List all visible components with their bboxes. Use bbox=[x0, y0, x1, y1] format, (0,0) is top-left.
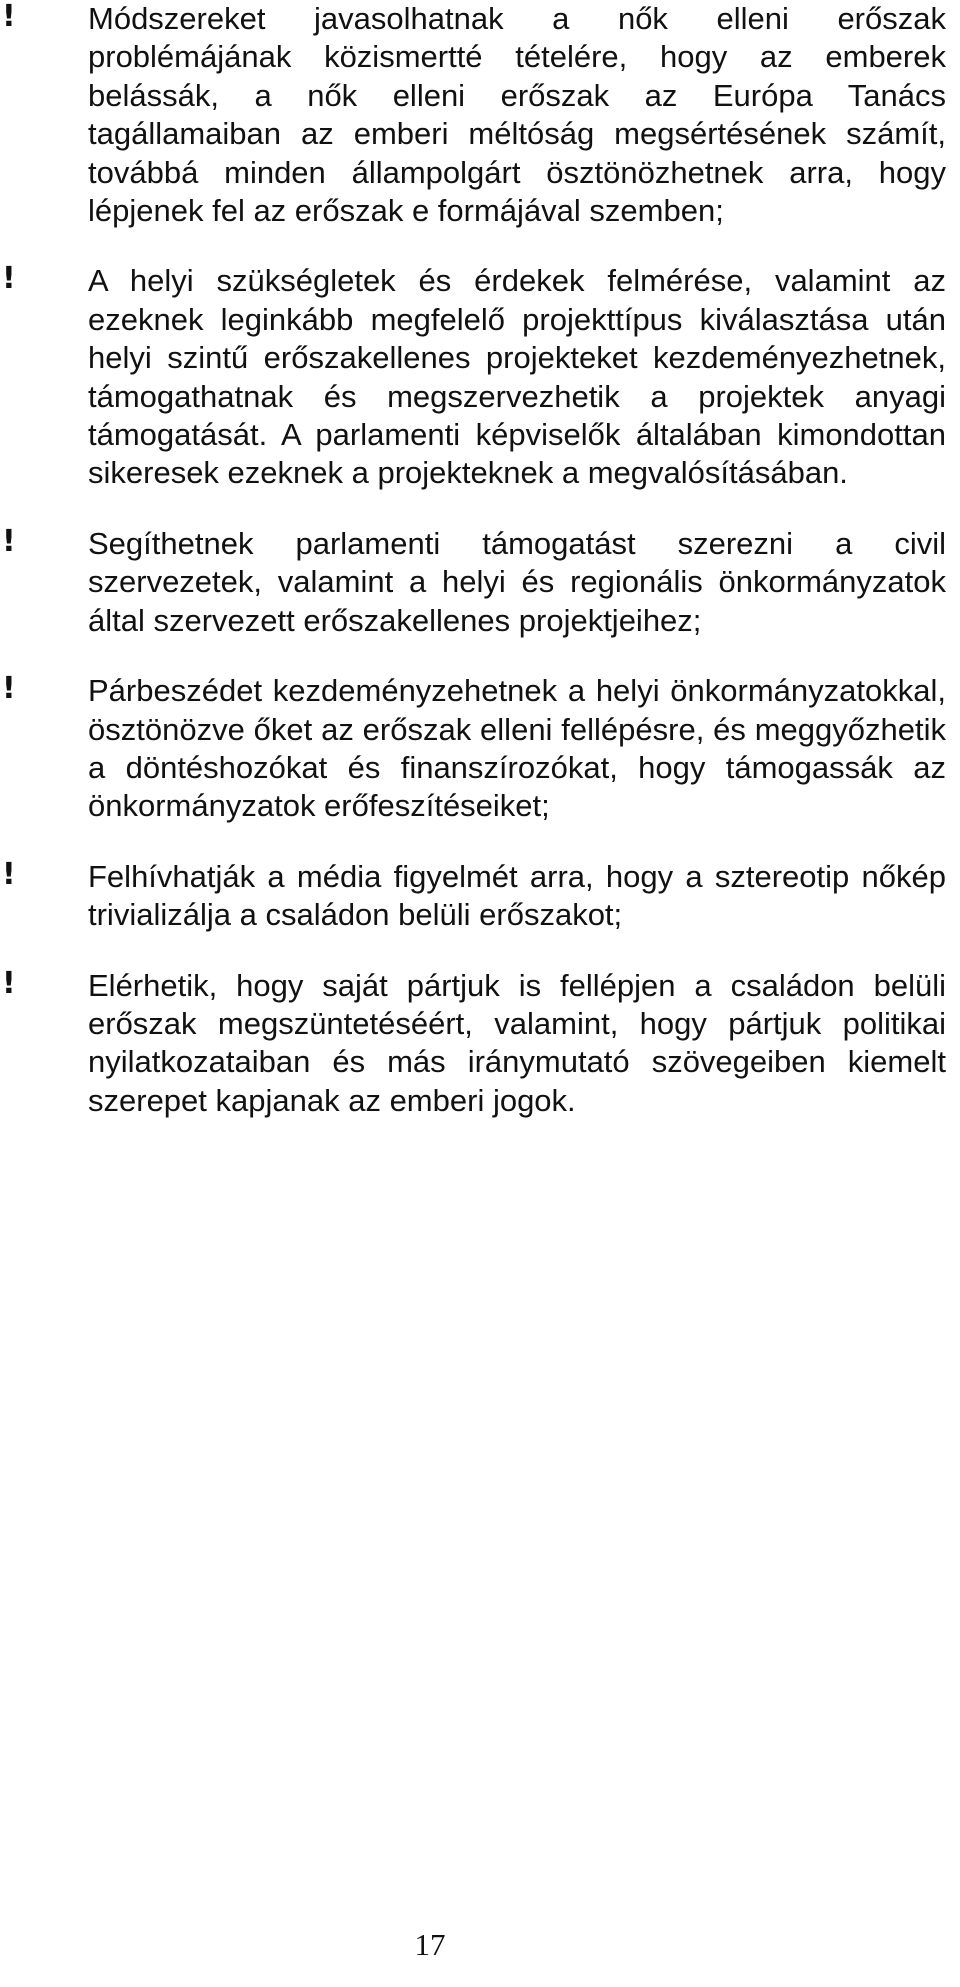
bullet-marker: ! bbox=[2, 261, 16, 297]
bullet-marker: ! bbox=[2, 0, 16, 34]
bullet-marker: ! bbox=[2, 856, 16, 892]
list-item bbox=[0, 967, 960, 1121]
bullet-marker: ! bbox=[2, 671, 16, 707]
bullet-marker: ! bbox=[2, 523, 16, 559]
paragraph-text: Párbeszédet kezdeményzehetnek a helyi önkormányzatokkal, ösztönözve őket az erőszak elleni fellépésre, és meggyőzhetik a döntéshozókat és finanszírozókat, hogy támogassák az önkormányzatok erőfeszítéseiket; bbox=[88, 673, 946, 824]
paragraph-text: Módszereket javasolhatnak a nők elleni erőszak problémájának közismertté tételére, hogy az emberek belássák, a nők elleni erőszak az Európa Tanács tagállamaiban az emberi méltóság megsértésének számít, továbbá minden állampolgárt ösztönözhetnek arra, hogy lépjenek fel az erőszak e formájával szemben; bbox=[88, 1, 946, 229]
list-item bbox=[0, 858, 960, 935]
page-number: 17 bbox=[414, 1927, 446, 1962]
list-item bbox=[0, 262, 960, 492]
paragraph-text: A helyi szükségletek és érdekek felmérése, valamint az ezeknek leginkább megfelelő projekttípus kiválasztása után helyi szintű erőszakellenes projekteket kezdeményezhetnek, támogathatnak és megszervezhetik a projektek anyagi támogatását. A parlamenti képviselők általában kimondottan sikeresek ezeknek a projekteknek a megvalósításában. bbox=[88, 263, 946, 491]
bullet-marker: ! bbox=[2, 965, 16, 1001]
list-item bbox=[0, 525, 960, 640]
paragraph-text: Felhívhatják a média figyelmét arra, hogy a sztereotip nőkép trivializálja a családon belüli erőszakot; bbox=[88, 858, 946, 933]
paragraph-text: Segíthetnek parlamenti támogatást szerezni a civil szervezetek, valamint a helyi és regionális önkormányzatok által szervezett erőszakellenes projektjeihez; bbox=[88, 525, 946, 638]
list-item bbox=[0, 0, 960, 230]
list-item bbox=[0, 672, 960, 826]
paragraph-text: Elérhetik, hogy saját pártjuk is fellépjen a családon belüli erőszak megszüntetéséért, valamint, hogy pártjuk politikai nyilatkozataiban és más iránymutató szövegeiben kiemelt szerepet kapjanak az emberi jogok. bbox=[88, 967, 946, 1118]
